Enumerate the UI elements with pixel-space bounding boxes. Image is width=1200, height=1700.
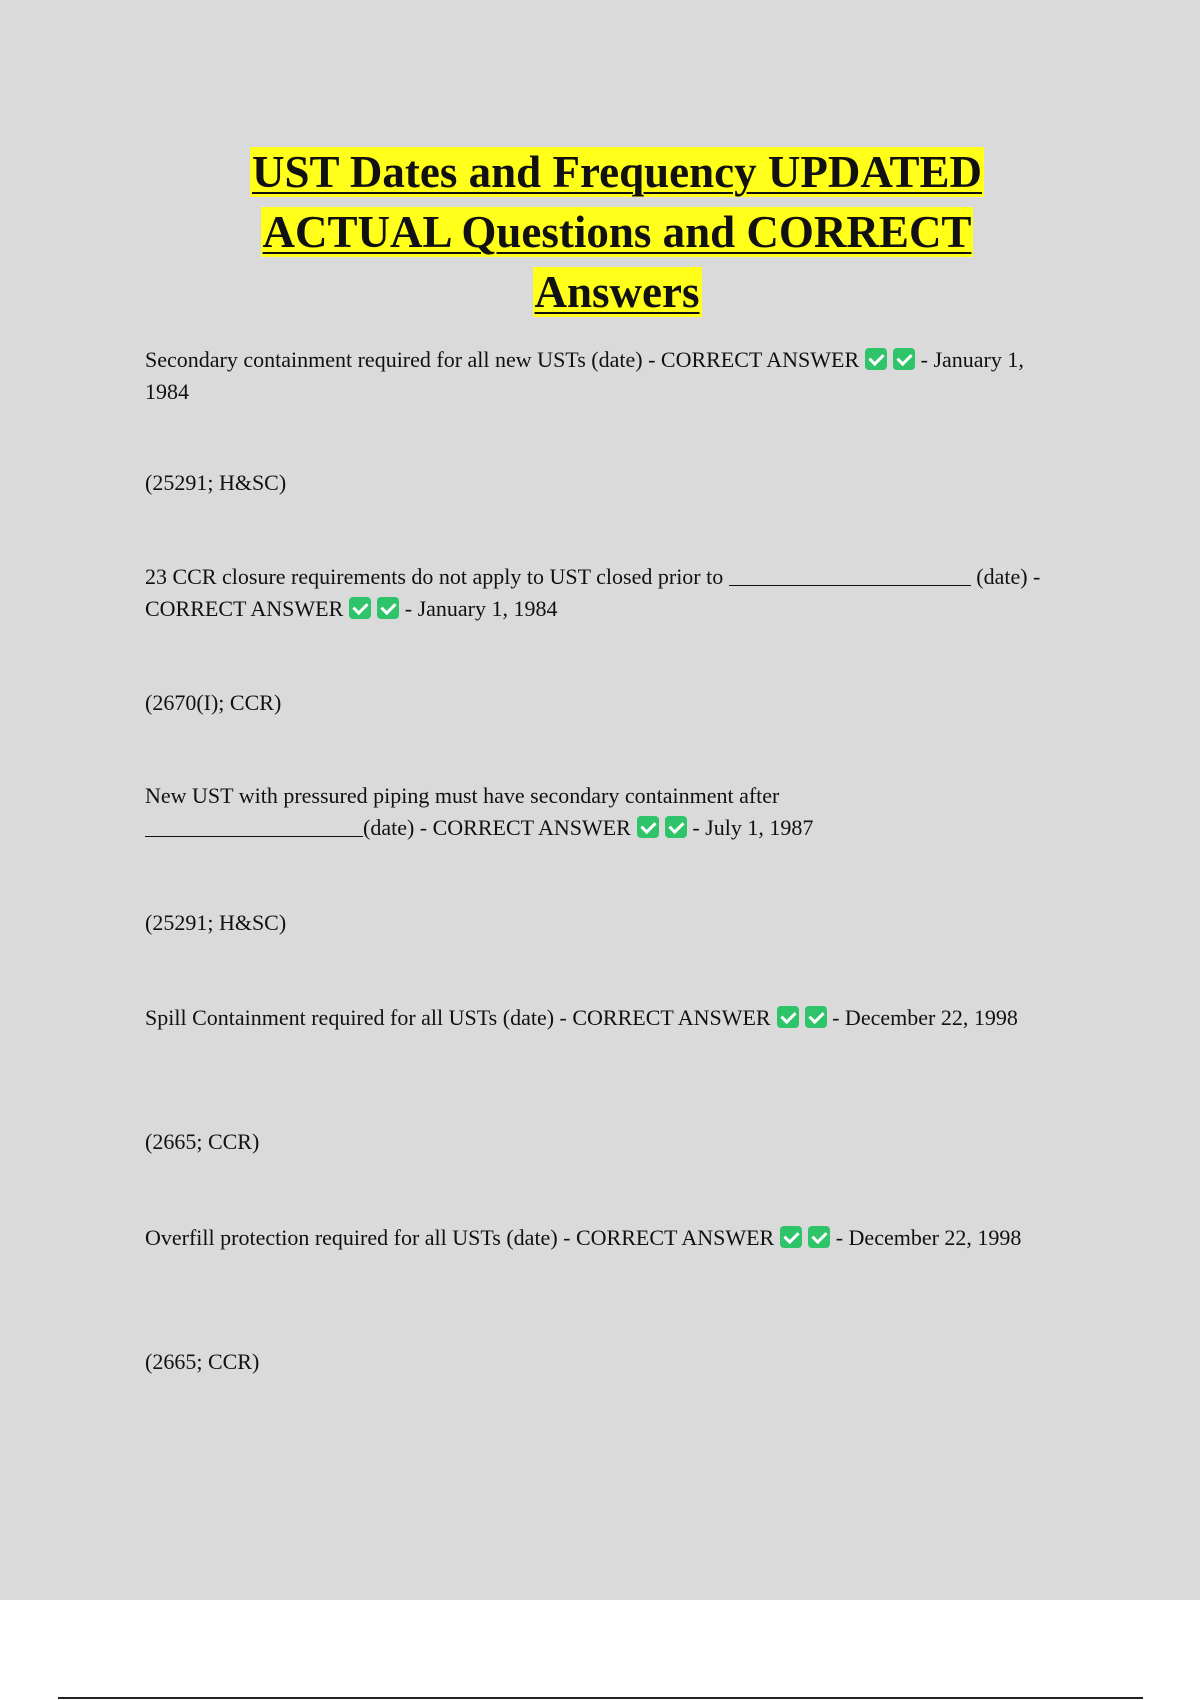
checkmark-icon xyxy=(349,597,371,619)
answer-text: - July 1, 1987 xyxy=(692,815,814,840)
question-text: New UST with pressured piping must have secondary containment after xyxy=(145,783,780,808)
question-3 xyxy=(145,780,1065,844)
question-text: Spill Containment required for all USTs (date) - CORRECT ANSWER xyxy=(145,1005,771,1030)
question-text: 23 CCR closure requirements do not apply to UST closed prior to xyxy=(145,564,724,589)
reference-1: (25291; H&SC) xyxy=(145,470,287,495)
reference-5: (2665; CCR) xyxy=(145,1349,260,1374)
checkmark-icon xyxy=(637,816,659,838)
reference-3: (25291; H&SC) xyxy=(145,910,287,935)
title-line-2: ACTUAL Questions and CORRECT xyxy=(262,207,972,257)
footer-rule xyxy=(58,1697,1143,1699)
checkmark-icon xyxy=(665,816,687,838)
checkmark-icon xyxy=(777,1006,799,1028)
title-line-1: UST Dates and Frequency UPDATED xyxy=(251,147,983,197)
question-1 xyxy=(145,344,1065,408)
title-line-3: Answers xyxy=(534,267,700,317)
question-text: Overfill protection required for all USTs (date) - CORRECT ANSWER xyxy=(145,1225,775,1250)
document-title xyxy=(0,142,1200,322)
question-text: Secondary containment required for all new USTs (date) - CORRECT ANSWER xyxy=(145,347,860,372)
answer-text: - January 1, 1984 xyxy=(145,347,1024,404)
checkmark-icon xyxy=(808,1226,830,1248)
question-5 xyxy=(145,1222,1065,1254)
checkmark-icon xyxy=(780,1226,802,1248)
answer-text: - December 22, 1998 xyxy=(832,1005,1018,1030)
answer-blank xyxy=(729,565,971,586)
question-text-cont: (date) - CORRECT ANSWER xyxy=(145,564,1041,621)
checkmark-icon xyxy=(377,597,399,619)
checkmark-icon xyxy=(865,348,887,370)
question-text-cont: (date) - CORRECT ANSWER xyxy=(363,815,631,840)
checkmark-icon xyxy=(893,348,915,370)
reference-2: (2670(I); CCR) xyxy=(145,690,282,715)
question-4 xyxy=(145,1002,1065,1034)
answer-text: - December 22, 1998 xyxy=(835,1225,1022,1250)
question-2 xyxy=(145,561,1065,625)
checkmark-icon xyxy=(805,1006,827,1028)
answer-text: - January 1, 1984 xyxy=(404,596,558,621)
reference-4: (2665; CCR) xyxy=(145,1129,260,1154)
answer-blank xyxy=(145,816,363,837)
